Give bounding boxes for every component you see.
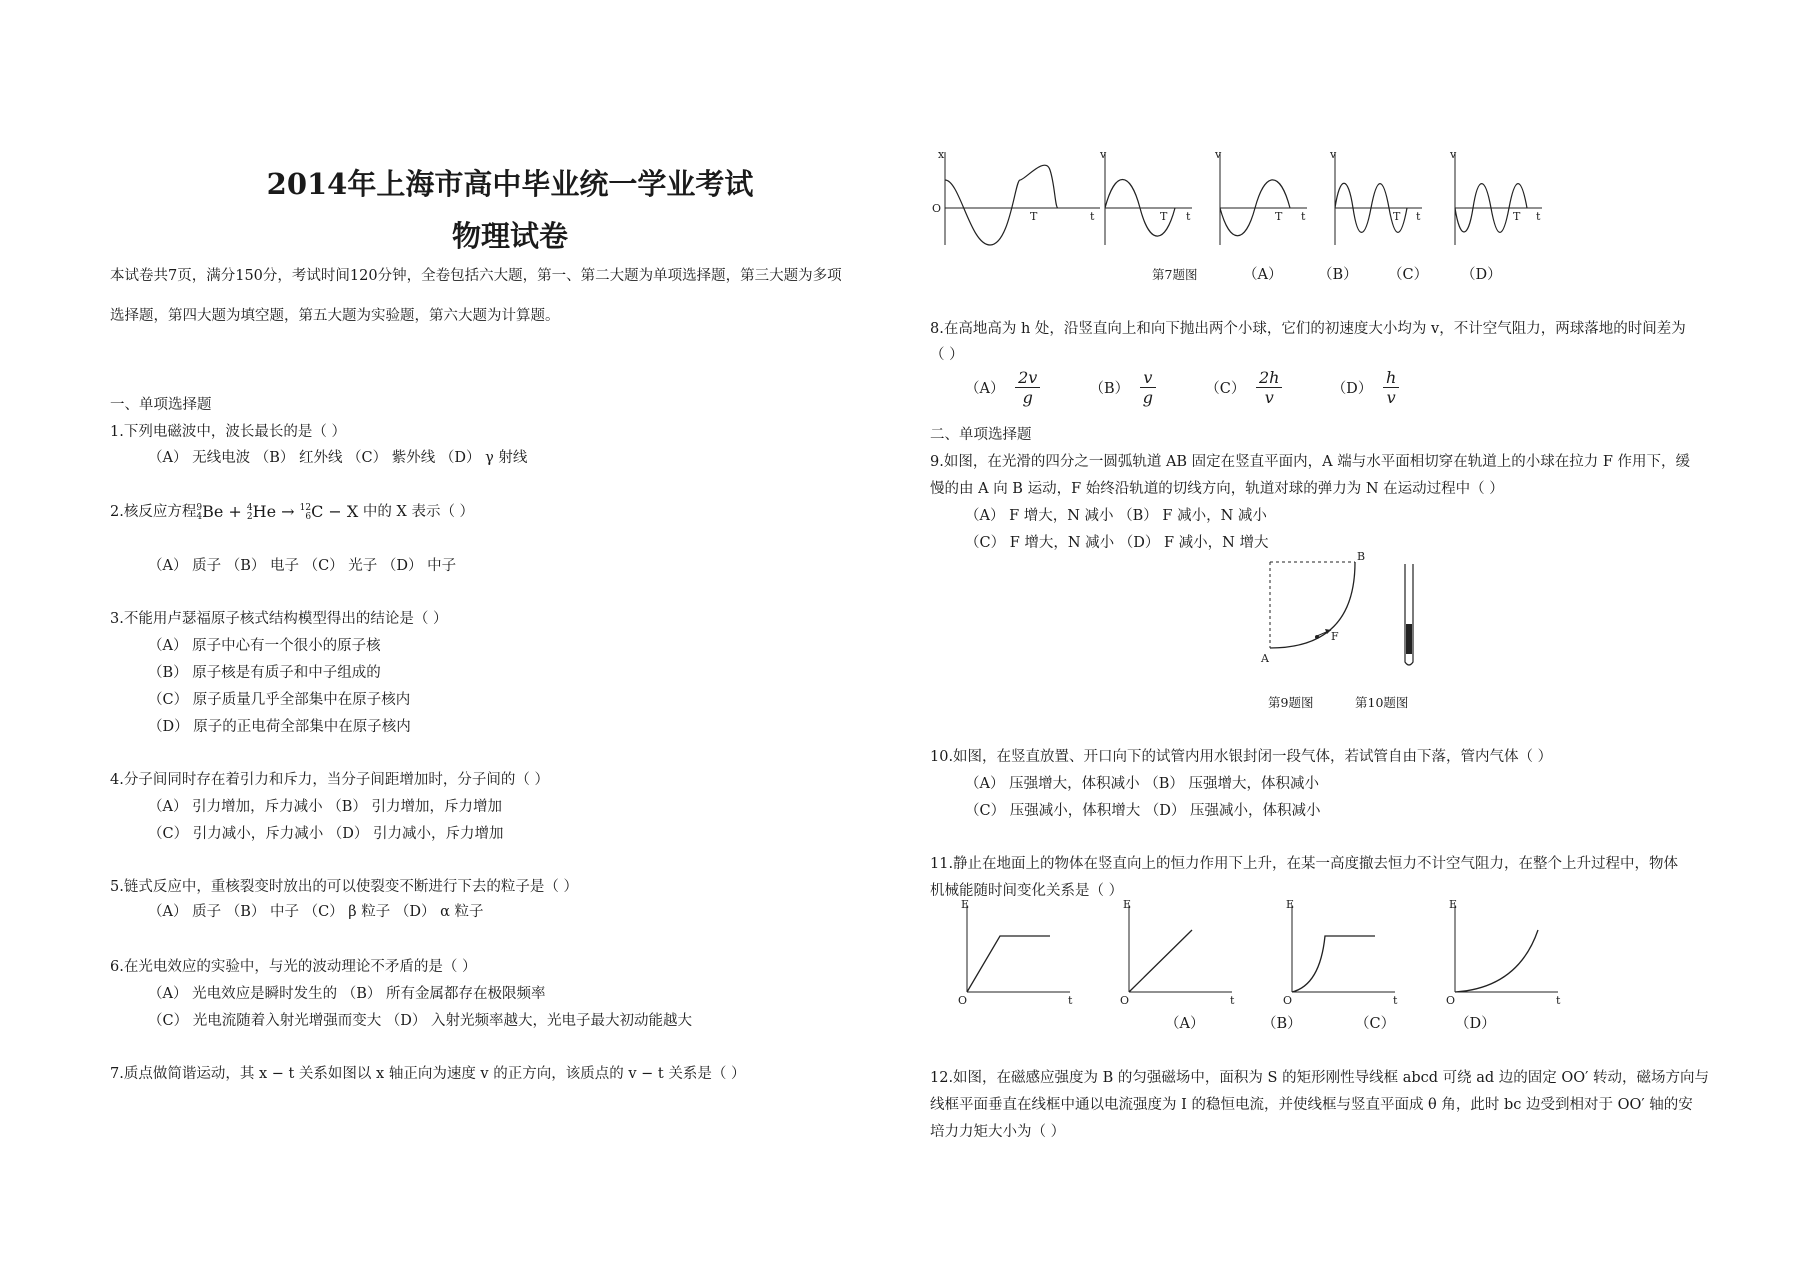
fig7-label-option-c: （C） <box>1388 267 1429 283</box>
q2-be-charge: 4 <box>196 511 203 522</box>
q11-label-option-d: （D） <box>1455 1016 1496 1032</box>
q11-option-d-graph <box>1443 900 1563 1005</box>
fig7-c-label-v: v <box>1330 148 1337 161</box>
q8-c-denominator: v <box>1264 388 1274 407</box>
fig10-test-tube <box>1400 562 1420 672</box>
q5-options: （A） 质子 （B） 中子 （C） β 粒子 （D） α 粒子 <box>148 904 484 920</box>
q2-he-charge: 2 <box>246 511 253 522</box>
q2-stem-suffix: 中的 X 表示（ ） <box>358 504 475 520</box>
q10-options-ab: （A） 压强增大，体积减小 （B） 压强增大，体积减小 <box>965 776 1319 792</box>
q6-stem: 6.在光电效应的实验中，与光的波动理论不矛盾的是（ ） <box>110 959 477 975</box>
q10-options-cd: （C） 压强减小，体积增大 （D） 压强减小，体积减小 <box>965 803 1321 819</box>
fig7-label-o: O <box>932 202 942 215</box>
exam-title: 2014年上海市高中毕业统一学业考试 <box>266 167 754 201</box>
q2-stem-prefix: 2.核反应方程 <box>110 504 197 520</box>
q3-option-b: （B） 原子核是有质子和中子组成的 <box>148 665 381 681</box>
fig7-label-T: T <box>1030 210 1038 223</box>
q11-b-label-o: O <box>1120 994 1130 1007</box>
q11-label-option-b: （B） <box>1262 1016 1302 1032</box>
fig7-option-a-graph <box>1100 150 1195 250</box>
fig7-b-label-v: v <box>1215 148 1222 161</box>
fig9-label-A: A <box>1261 652 1269 665</box>
q1-options: （A） 无线电波 （B） 红外线 （C） 紫外线 （D） γ 射线 <box>148 450 528 466</box>
q9-stem-line2: 慢的由 A 向 B 运动，F 始终沿轨道的切线方向，轨道对球的弹力为 N 在运动过程中（ ） <box>930 481 1504 497</box>
q11-option-c-graph <box>1280 900 1400 1005</box>
q6-options-ab: （A） 光电效应是瞬时发生的 （B） 所有金属都存在极限频率 <box>148 986 546 1002</box>
q11-d-label-E: E <box>1449 898 1458 911</box>
q11-c-label-t: t <box>1393 994 1398 1007</box>
q11-d-label-o: O <box>1446 994 1456 1007</box>
fig7-xt-graph <box>930 150 1110 250</box>
q8-b-numerator: v <box>1140 368 1156 388</box>
fig9-label-F: F <box>1331 630 1339 643</box>
fig7-label-x: x <box>938 148 945 161</box>
fig7-b-label-t: t <box>1301 210 1306 223</box>
q8-options <box>965 368 1399 407</box>
q8-option-b-fraction <box>1140 368 1156 407</box>
intro-line-2: 选择题，第四大题为填空题，第五大题为实验题，第六大题为计算题。 <box>110 308 560 324</box>
q2-stem <box>110 500 474 522</box>
q11-stem-line1: 11.静止在地面上的物体在竖直向上的恒力作用下上升，在某一高度撤去恒力不计空气阻力，在整个上升过程中，物体 <box>930 856 1679 872</box>
q10-stem: 10.如图，在竖直放置、开口向下的试管内用水银封闭一段气体，若试管自由下落，管内气体（ ） <box>930 749 1553 765</box>
fig7-label-option-a: （A） <box>1243 267 1283 283</box>
q2-equation <box>196 502 358 522</box>
fig9-arc-track <box>1255 550 1375 670</box>
q2-he: He <box>252 502 277 522</box>
q11-b-label-t: t <box>1230 994 1235 1007</box>
q2-options: （A） 质子 （B） 电子 （C） 光子 （D） 中子 <box>148 558 457 574</box>
fig7-a-label-T: T <box>1160 210 1168 223</box>
exam-subtitle: 物理试卷 <box>451 219 568 253</box>
fig7-label-t: t <box>1090 210 1095 223</box>
q11-a-label-o: O <box>958 994 968 1007</box>
fig7-d-label-t: t <box>1536 210 1541 223</box>
q11-c-label-E: E <box>1286 898 1295 911</box>
q11-label-option-c: （C） <box>1355 1016 1396 1032</box>
q12-stem-line1: 12.如图，在磁感应强度为 B 的匀强磁场中，面积为 S 的矩形刚性导线框 abcd 可绕 ad 边的固定 OO′ 转动，磁场方向与 <box>930 1070 1710 1086</box>
q6-options-cd: （C） 光电流随着入射光增强而变大 （D） 入射光频率越大，光电子最大初动能越大 <box>148 1013 693 1029</box>
q4-options-ab: （A） 引力增加，斥力减小 （B） 引力增加，斥力增加 <box>148 799 502 815</box>
q2-he-mass: 4 <box>246 502 253 513</box>
q11-a-label-t: t <box>1068 994 1073 1007</box>
fig7-label-option-b: （B） <box>1318 267 1358 283</box>
q9-options-ab: （A） F 增大，N 减小 （B） F 减小，N 减小 <box>965 508 1267 524</box>
fig7-caption: 第7题图 <box>1152 267 1198 282</box>
q8-option-a-fraction <box>1015 368 1040 407</box>
q8-option-b-label: （B） <box>1089 381 1130 397</box>
q11-stem-line2: 机械能随时间变化关系是（ ） <box>930 883 1124 899</box>
q11-b-label-E: E <box>1123 898 1132 911</box>
q2-c-charge: 6 <box>305 511 312 522</box>
q8-option-c-label: （C） <box>1205 381 1246 397</box>
q8-stem-line2: （ ） <box>930 347 964 363</box>
q12-stem-line2: 线框平面垂直在线框中通以电流强度为 I 的稳恒电流，并使线框与竖直平面成 θ 角，此时 bc 边受到相对于 OO′ 轴的安 <box>930 1097 1693 1113</box>
q2-c-mass: 12 <box>299 502 312 513</box>
q9-stem-line1: 9.如图，在光滑的四分之一圆弧轨道 AB 固定在竖直平面内，A 端与水平面相切穿在轨道上的小球在拉力 F 作用下，缓 <box>930 454 1691 470</box>
fig7-option-b-graph <box>1215 150 1310 250</box>
q8-c-numerator: 2h <box>1256 368 1282 388</box>
q11-a-label-E: E <box>961 898 970 911</box>
q2-minus-x: − X <box>323 502 359 522</box>
q12-stem-line3: 培力力矩大小为（ ） <box>930 1124 1066 1140</box>
fig9-label-B: B <box>1357 550 1366 563</box>
fig7-a-label-t: t <box>1186 210 1191 223</box>
section1-title: 一、单项选择题 <box>110 397 212 413</box>
fig7-d-label-v: v <box>1450 148 1457 161</box>
q2-be-mass: 9 <box>196 502 203 513</box>
q2-arrow: → <box>276 502 300 522</box>
q4-stem: 4.分子间同时存在着引力和斥力，当分子间距增加时，分子间的（ ） <box>110 772 549 788</box>
q4-options-cd: （C） 引力减小，斥力减小 （D） 引力减小，斥力增加 <box>148 826 504 842</box>
section2-title: 二、单项选择题 <box>930 427 1032 443</box>
q11-c-label-o: O <box>1283 994 1293 1007</box>
q8-option-a-label: （A） <box>965 381 1005 397</box>
intro-line-1: 本试卷共7页，满分150分，考试时间120分钟，全卷包括六大题，第一、第二大题为单项选择题，第三大题为多项 <box>110 268 842 284</box>
fig7-b-label-T: T <box>1275 210 1283 223</box>
fig7-c-label-T: T <box>1393 210 1401 223</box>
q2-be: Be <box>202 502 224 522</box>
q2-plus: + <box>223 502 247 522</box>
q2-c: C <box>311 502 324 522</box>
fig7-d-label-T: T <box>1513 210 1521 223</box>
q11-d-label-t: t <box>1556 994 1561 1007</box>
q11-option-a-graph <box>955 900 1075 1005</box>
fig7-option-d-graph <box>1450 150 1545 250</box>
q1-stem: 1.下列电磁波中，波长最长的是（ ） <box>110 424 346 440</box>
q8-option-d-label: （D） <box>1331 381 1373 397</box>
q11-label-option-a: （A） <box>1165 1016 1205 1032</box>
q3-stem: 3.不能用卢瑟福原子核式结构模型得出的结论是（ ） <box>110 611 448 627</box>
fig10-caption: 第10题图 <box>1355 695 1409 710</box>
q8-d-denominator: v <box>1386 388 1396 407</box>
q3-option-d: （D） 原子的正电荷全部集中在原子核内 <box>148 719 411 735</box>
q11-option-b-graph <box>1117 900 1237 1005</box>
q8-option-d-fraction <box>1383 368 1399 407</box>
fig7-c-label-t: t <box>1416 210 1421 223</box>
q8-b-denominator: g <box>1142 388 1154 407</box>
q9-options-cd: （C） F 增大，N 减小 （D） F 减小，N 增大 <box>965 535 1269 551</box>
q8-option-c-fraction <box>1256 368 1282 407</box>
q8-d-numerator: h <box>1383 368 1399 388</box>
fig7-a-label-v: v <box>1100 148 1107 161</box>
fig7-label-option-d: （D） <box>1461 267 1502 283</box>
q8-a-numerator: 2v <box>1015 368 1040 388</box>
fig9-caption: 第9题图 <box>1268 695 1314 710</box>
q8-a-denominator: g <box>1022 388 1033 407</box>
q5-stem: 5.链式反应中，重核裂变时放出的可以使裂变不断进行下去的粒子是（ ） <box>110 879 578 895</box>
fig7-option-c-graph <box>1330 150 1425 250</box>
q3-option-a: （A） 原子中心有一个很小的原子核 <box>148 638 381 654</box>
q3-option-c: （C） 原子质量几乎全部集中在原子核内 <box>148 692 411 708</box>
q7-stem: 7.质点做简谐运动，其 x − t 关系如图以 x 轴正向为速度 v 的正方向，该质点的 v − t 关系是（ ） <box>110 1066 746 1082</box>
q8-stem-line1: 8.在高地高为 h 处，沿竖直向上和向下抛出两个小球，它们的初速度大小均为 v，不计空气阻力，两球落地的时间差为 <box>930 321 1686 337</box>
